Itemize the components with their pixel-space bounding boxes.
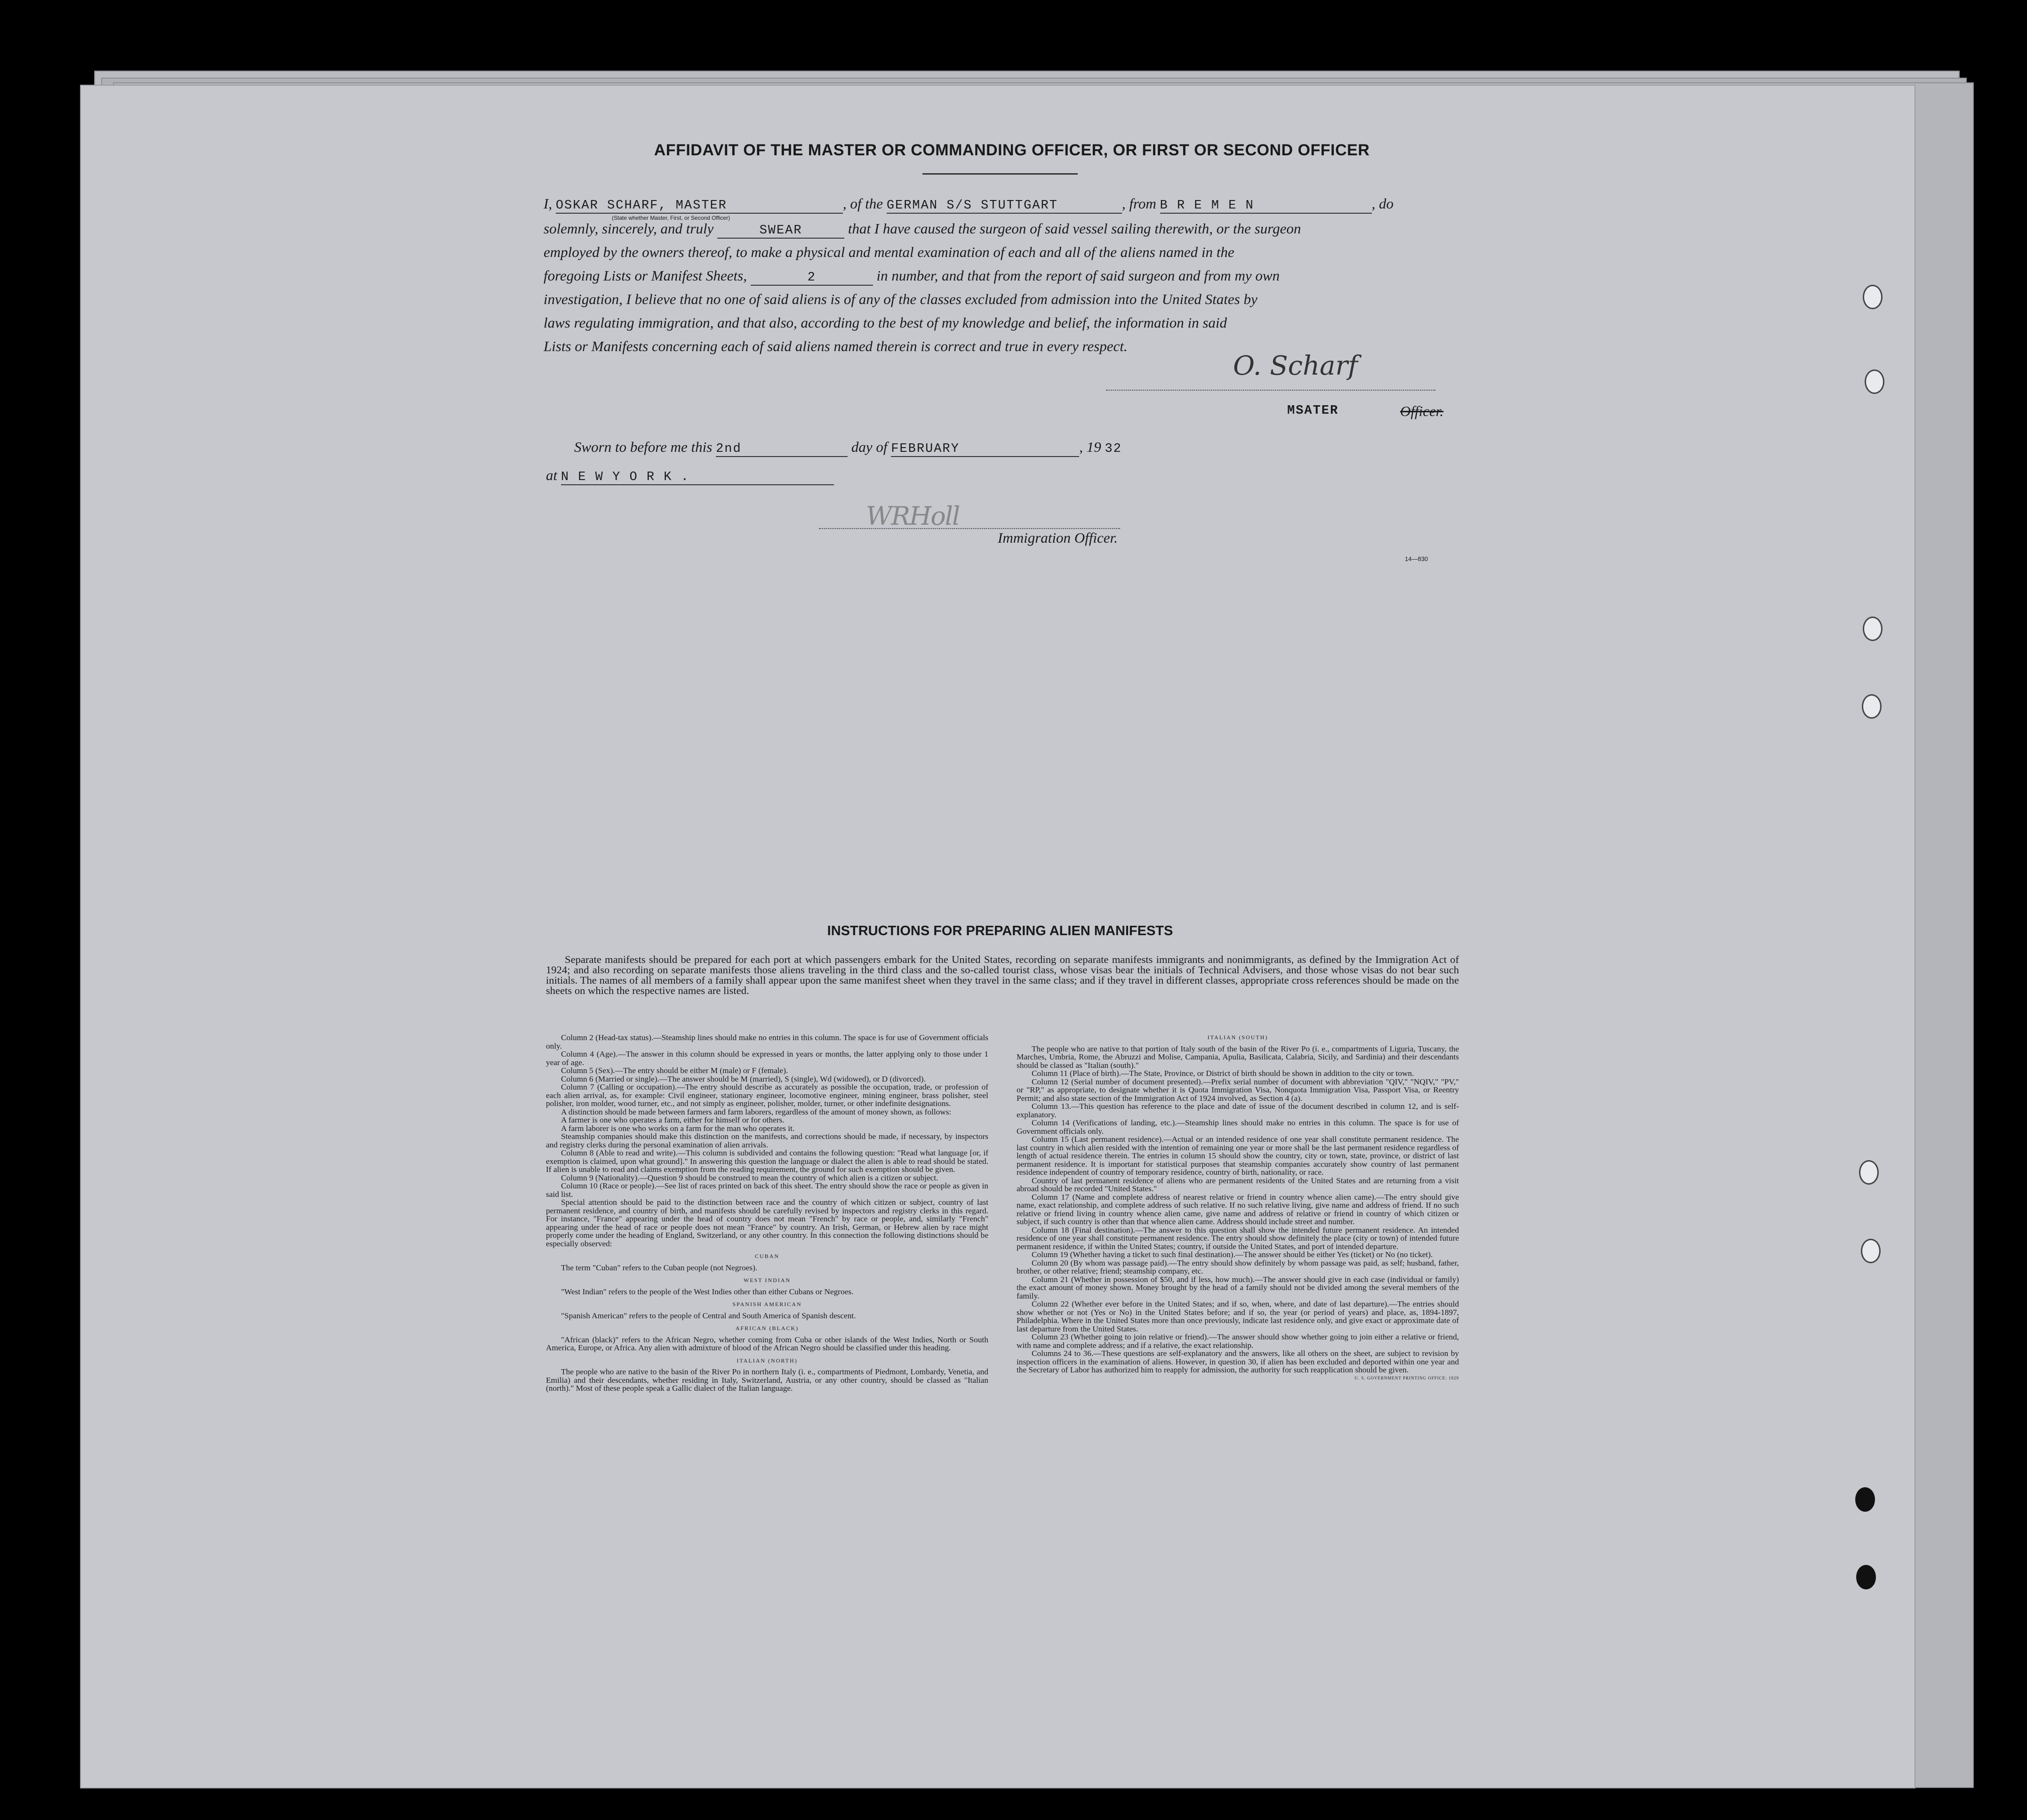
punch-hole <box>1865 369 1884 394</box>
affidavit-line-2 <box>544 220 1546 245</box>
punch-hole <box>1862 694 1882 719</box>
cuban-heading: CUBAN <box>754 1253 779 1259</box>
instruction-paragraph: A farmer is one who operates a farm, either for himself or for others. <box>561 1115 785 1124</box>
of-the-label: , of the <box>842 195 883 212</box>
instruction-paragraph: A distinction should be made between farmers and farm laborers, regardless of the amount of money shown, as follows: <box>561 1107 952 1116</box>
instructions-right-column <box>1017 1034 1459 1382</box>
instruction-paragraph: Column 15 (Last permanent residence).—Actual or an intended residence of one year shall constitute permanent residence. The last country in which alien resided with the intention of remaining one year or more shall be the last permanent residence regardless of length of actual residence therein. The entries in column 15 should show the country, city or town, state, province, or district of last permanent residence. It is important for statistical purposes that steamship companies accurately show country of last permanent residence independent of country of temporary residence, country of birth, nationality, or race. <box>1017 1135 1459 1177</box>
i-label: I, <box>544 195 553 212</box>
sworn-line <box>574 439 1233 463</box>
master-name-field: OSKAR SCHARF, MASTER <box>556 199 843 214</box>
do-label: , do <box>1371 195 1394 212</box>
italian-north-heading: ITALIAN (NORTH) <box>737 1357 798 1364</box>
immigration-signature-line <box>819 528 1120 529</box>
instructions-title: INSTRUCTIONS FOR PREPARING ALIEN MANIFESTS <box>827 923 1173 938</box>
instruction-paragraph: Steamship companies should make this distinction on the manifests, and corrections should be made, if necessary, by inspectors and registry clerks during the personal examination of alien arrivals. <box>546 1132 988 1149</box>
line4-b: in number, and that from the report of said surgeon and from my own <box>876 267 1280 284</box>
punch-hole <box>1861 1239 1881 1263</box>
immigration-signature: WRHoll <box>866 501 960 531</box>
at-line <box>546 467 875 491</box>
place-field: N E W Y O R K . <box>561 470 834 485</box>
affidavit-line-3: employed by the owners thereof, to make a physical and mental examination of each and all of the aliens named in the <box>544 244 1234 260</box>
punch-hole <box>1863 285 1883 309</box>
instruction-paragraph: A farm laborer is one who works on a farm for the man who operates it. <box>561 1123 795 1133</box>
instruction-paragraph: Column 20 (By whom was passage paid).—The entry should show definitely by whom passage was paid, as self; husband, father, brother, or other relative; friend; steamship company, etc. <box>1017 1258 1459 1275</box>
instruction-paragraph: Column 4 (Age).—The answer in this column should be expressed in years or months, the latter applying only to those under 1 year of age. <box>546 1050 988 1067</box>
instruction-paragraph: Column 19 (Whether having a ticket to such final destination).—The answer should be either Yes (ticket) or No (no ticket). <box>1032 1250 1433 1259</box>
affidavit-title: AFFIDAVIT OF THE MASTER OR COMMANDING OFFICER, OR FIRST OR SECOND OFFICER <box>654 141 1370 159</box>
instruction-paragraph: Column 10 (Race or people).—See list of races printed on back of this sheet. The entry should show the race or people as given in said list. <box>546 1181 988 1199</box>
punch-hole <box>1859 1160 1879 1185</box>
instruction-paragraph: Columns 24 to 36.—These questions are self-explanatory and the answers, like all others on the sheet, are subject to revision by inspection officers in the examination of aliens. However, in question 30, if alien has been excluded and deported within one year and the Secretary of Labor has authorized him to reapply for admission, the authority for such reapplication should be given. <box>1017 1349 1459 1374</box>
officer-struck: Officer. <box>1400 403 1444 419</box>
day-of-label: day of <box>851 439 888 455</box>
african-text: "African (black)" refers to the African Negro, whether coming from Cuba or other islands of the West Indies, North or South America, Europe, or Africa. Any alien with admixture of blood of the African Negro should be classified under this heading. <box>546 1335 988 1352</box>
month-field: FEBRUARY <box>891 442 1079 457</box>
instruction-paragraph: The people who are native to that portion of Italy south of the basin of the River Po (i. e., compartments of Liguria, Tuscany, the Marches, Umbria, Rome, the Abruzzi and Molise, Campania, Apulia, Basilicata, Calabria, Sicily, and Sardinia) and their descendants should be classed as "Italian (south)." <box>1017 1044 1459 1070</box>
instruction-paragraph: Column 13.—This question has reference to the place and date of issue of the document described in column 12, and is self-explanatory. <box>1017 1102 1459 1119</box>
instruction-paragraph: Column 14 (Verifications of landing, etc.).—Steamship lines should make no entries in this column. The space is for use of Government officials only. <box>1017 1118 1459 1136</box>
line2-a: solemnly, sincerely, and truly <box>544 220 714 237</box>
form-number: 14—830 <box>1405 555 1428 562</box>
italian-north-text: The people who are native to the basin of the River Po in northern Italy (i. e., compartments of Piedmont, Lombardy, Venetia, and Emilia) and their descendants, whether residing in Italy, Switzerland, Austria, or any other country, should be classed as "Italian (north)." Most of these people speak a Gallic dialect of the Italian language. <box>546 1367 988 1393</box>
instruction-paragraph: Column 7 (Calling or occupation).—The entry should describe as accurately as possible the occupation, trade, or profession of each alien arrival, as, for example: Civil engineer, stationary engineer, locomotive engineer, mining engineer, brass polisher, steel polisher, iron molder, wood turner, etc., and not simply as engineer, polisher, molder, turner, or other indefinite designations. <box>546 1082 988 1108</box>
instruction-paragraph: Column 22 (Whether ever before in the United States; and if so, when, where, and date of last departure).—The entries should show whether or not (Yes or No) in the United States before; and if so, the year (or period of years) and place, as, 1894-1897, Philadelphia. Where in the United States more than once previously, indicate last residence only, and give exact or approximate date of last departure from the United States. <box>1017 1299 1459 1333</box>
sheets-field: 2 <box>751 271 873 286</box>
african-heading: AFRICAN (BLACK) <box>735 1325 799 1331</box>
affidavit-line-6: laws regulating immigration, and that also, according to the best of my knowledge and belief, the information in said <box>544 314 1227 331</box>
from-port-field: B R E M E N <box>1160 199 1372 214</box>
master-title-typed: MSATER <box>1287 404 1339 418</box>
year-prefix: , 19 <box>1079 439 1101 455</box>
spanish-american-text: "Spanish American" refers to the people of Central and South America of Spanish descent. <box>561 1311 856 1320</box>
title-rule <box>922 173 1078 175</box>
rank-note: (State whether Master, First, or Second Officer) <box>612 215 730 221</box>
west-indian-text: "West Indian" refers to the people of the West Indies other than either Cubans or Negroes. <box>561 1287 854 1296</box>
affidavit-line-4 <box>544 267 1546 292</box>
swear-field: SWEAR <box>717 224 844 239</box>
sworn-label: Sworn to before me this <box>574 439 713 455</box>
line2-b: that I have caused the surgeon of said vessel sailing therewith, or the surgeon <box>848 220 1301 237</box>
instruction-paragraph: Column 21 (Whether in possession of $50, and if less, how much).—The answer should give in each case (individual or family) the exact amount of money shown. Money brought by the head of a family should not be divided among the several members of the family. <box>1017 1275 1459 1300</box>
day-field: 2nd <box>716 442 848 457</box>
punch-hole <box>1863 617 1883 641</box>
instructions-intro: Separate manifests should be prepared for each port at which passengers embark for the United States, recording on separate manifests immigrants and nonimmigrants, as defined by the Immigration Act of 1924; and also recording on separate manifests those aliens traveling in the third class and the so-called tourist class, whose visas bear the initials of Technical Advisers, and those whose visas do not bear such initials. The names of all members of a family shall appear upon the same manifest sheet when they travel in the same class; and if they travel in different classes, appropriate cross references should be made on the sheets on which the respective names are listed. <box>546 954 1459 996</box>
punch-hole <box>1855 1487 1875 1512</box>
instruction-paragraph: Column 11 (Place of birth).—The State, Province, or District of birth should be shown in addition to the city or town. <box>1032 1069 1414 1078</box>
affidavit-line-5: investigation, I believe that no one of said aliens is of any of the classes excluded from admission into the United States by <box>544 291 1258 307</box>
instruction-paragraph: Column 23 (Whether going to join relative or friend).—The answer should show whether going to join either a relative or friend, with name and complete address; and if a relative, the exact relationship. <box>1017 1332 1459 1350</box>
master-signature-line <box>1106 390 1435 391</box>
west-indian-heading: WEST INDIAN <box>743 1277 791 1283</box>
instruction-paragraph: Column 12 (Serial number of document presented).—Prefix serial number of document with abbreviation "QIV," "NQIV," "PV," or "RP," as appropriate, to designate whether it is Quota Immigration Visa, Nonquota Immigration Visa, Passport Visa, or Reentry Permit; and also state section of the Immigration Act of 1924 involved, as Section 4 (a). <box>1017 1077 1459 1103</box>
instruction-paragraph: Column 6 (Married or single).—The answer should be M (married), S (single), Wd (widowed), or D (divorced). <box>561 1074 926 1083</box>
cuban-text: The term "Cuban" refers to the Cuban people (not Negroes). <box>561 1263 758 1272</box>
instruction-paragraph: Column 8 (Able to read and write).—This column is subdivided and contains the following question: "Read what language [or, if exemption is claimed, upon what ground]." In answering this question the language or dialect the alien is able to read should be stated. If alien is unable to read and claims exemption from the reading requirement, the ground for such exemption should be given. <box>546 1148 988 1174</box>
at-label: at <box>546 467 558 483</box>
instruction-paragraph: Country of last permanent residence of aliens who are permanent residents of the United States and are returning from a visit abroad should be recorded "United States." <box>1017 1176 1459 1193</box>
master-signature: O. Scharf <box>1233 351 1358 381</box>
instructions-left-column <box>546 1034 988 1393</box>
instruction-paragraph: Column 17 (Name and complete address of nearest relative or friend in country whence alien came).—The entry should give name, exact relationship, and complete address of such relative. If no such relative living, give name and address of friend. If no such relative or friend living in country whence alien came, give name and address of relative or friend in country of which citizen or subject, if such country is other than that whence alien came. Address should include street and number. <box>1017 1192 1459 1226</box>
instruction-paragraph: Column 2 (Head-tax status).—Steamship lines should make no entries in this column. The space is for use of Government officials only. <box>546 1033 988 1050</box>
immigration-officer-label: Immigration Officer. <box>998 529 1118 546</box>
affidavit-line-7: Lists or Manifests concerning each of said aliens named therein is correct and true in every respect. <box>544 338 1128 354</box>
from-label: , from <box>1122 195 1156 212</box>
line4-a: foregoing Lists or Manifest Sheets, <box>544 267 747 284</box>
instruction-paragraph: Special attention should be paid to the distinction between race and the country of which citizen or subject, country of last permanent residence, and country of birth, and manifests should be carefully revised by inspectors and registry clerks in this regard. For instance, "France" appearing under the head of country does not mean "French" by race or people, and, similarly "French" appearing under the head of race or people does not mean "France" by country. An Irish, German, or Hebrew alien by race might properly come under the heading of England, Switzerland, or any other country. In this connection the following distinctions should be especially observed: <box>546 1198 988 1248</box>
italian-south-heading: ITALIAN (SOUTH) <box>1207 1034 1268 1041</box>
spanish-american-heading: SPANISH AMERICAN <box>732 1301 802 1307</box>
instruction-paragraph: Column 9 (Nationality).—Question 9 should be construed to mean the country of which alien is a citizen or subject. <box>561 1173 938 1182</box>
instruction-paragraph: Column 18 (Final destination).—The answer to this question shall show the intended future permanent residence. An intended residence of one year shall constitute permanent residence. The entry should show definitely the place (city or town) of intended future permanent residence, if within the United States; country, if outside the United States, and port of intended departure. <box>1017 1225 1459 1251</box>
punch-hole <box>1856 1565 1876 1589</box>
year-field: 32 <box>1105 442 1122 456</box>
vessel-field: GERMAN S/S STUTTGART <box>887 199 1122 214</box>
printing-office-note: U. S. GOVERNMENT PRINTING OFFICE: 1929 <box>1354 1375 1459 1380</box>
instruction-paragraph: Column 5 (Sex).—The entry should be either M (male) or F (female). <box>561 1066 788 1075</box>
